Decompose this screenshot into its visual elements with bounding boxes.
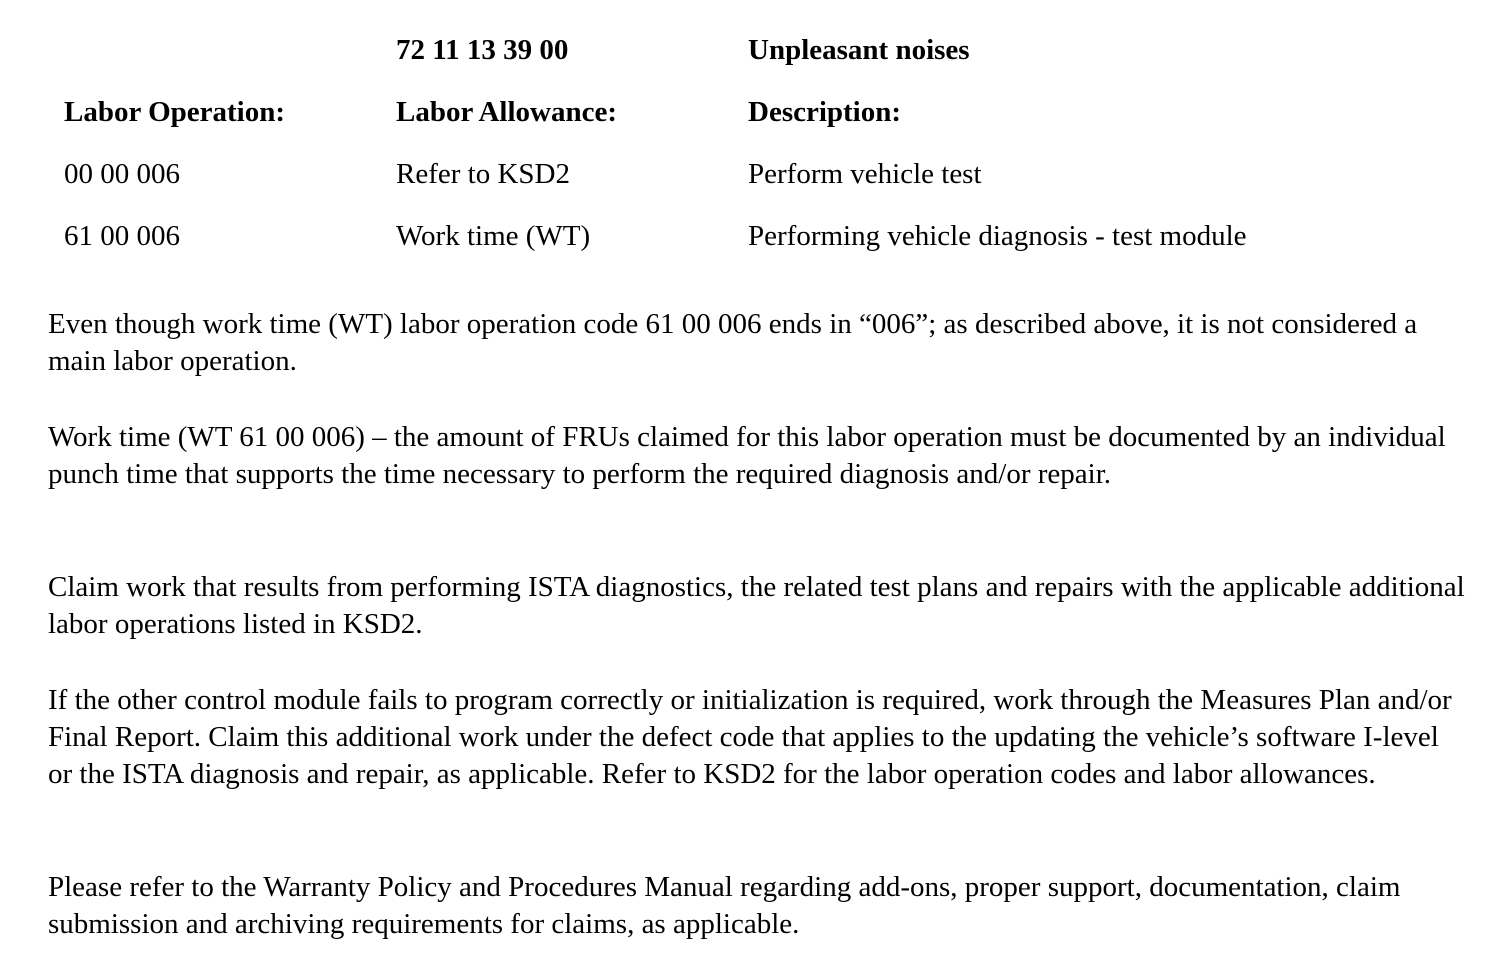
paragraph-ista-claim-work: Claim work that results from performing ISTA diagnostics, the related test plans and repairs with the applicable additional labor operations listed in KSD2. xyxy=(48,571,1465,640)
defect-code: 72 11 13 39 00 xyxy=(396,34,569,66)
paragraph-warranty-policy-reference: Please refer to the Warranty Policy and Procedures Manual regarding add-ons, proper support, documentation, claim submission and archiving requirements for claims, as applicable. xyxy=(48,871,1401,940)
table-row-1-allowance: Refer to KSD2 xyxy=(396,158,570,190)
table-row-2-operation: 61 00 006 xyxy=(64,220,180,252)
defect-title: Unpleasant noises xyxy=(748,34,970,66)
column-header-labor-allowance: Labor Allowance: xyxy=(396,96,617,128)
paragraph-main-labor-operation-note: Even though work time (WT) labor operation code 61 00 006 ends in “006”; as described above, it is not considered a main labor operation. xyxy=(48,308,1418,377)
table-row-1-operation: 00 00 006 xyxy=(64,158,180,190)
column-header-description: Description: xyxy=(748,96,902,128)
column-header-labor-operation: Labor Operation: xyxy=(64,96,285,128)
paragraph-work-time-documentation: Work time (WT 61 00 006) – the amount of FRUs claimed for this labor operation must be documented by an individual punch time that supports the time necessary to perform the required diagnosis and/or repair. xyxy=(48,421,1446,490)
paragraph-control-module-programming: If the other control module fails to program correctly or initialization is required, work through the Measures Plan and/or Final Report. Claim this additional work under the defect code that applies to the updating the vehicle’s software I-level or the ISTA diagnosis and repair, as applicable. Refer to KSD2 for the labor operation codes and labor allowances. xyxy=(48,684,1452,790)
table-row-2-allowance: Work time (WT) xyxy=(396,220,591,252)
table-row-2-description: Performing vehicle diagnosis - test module xyxy=(748,220,1247,252)
table-row-1-description: Perform vehicle test xyxy=(748,158,982,190)
